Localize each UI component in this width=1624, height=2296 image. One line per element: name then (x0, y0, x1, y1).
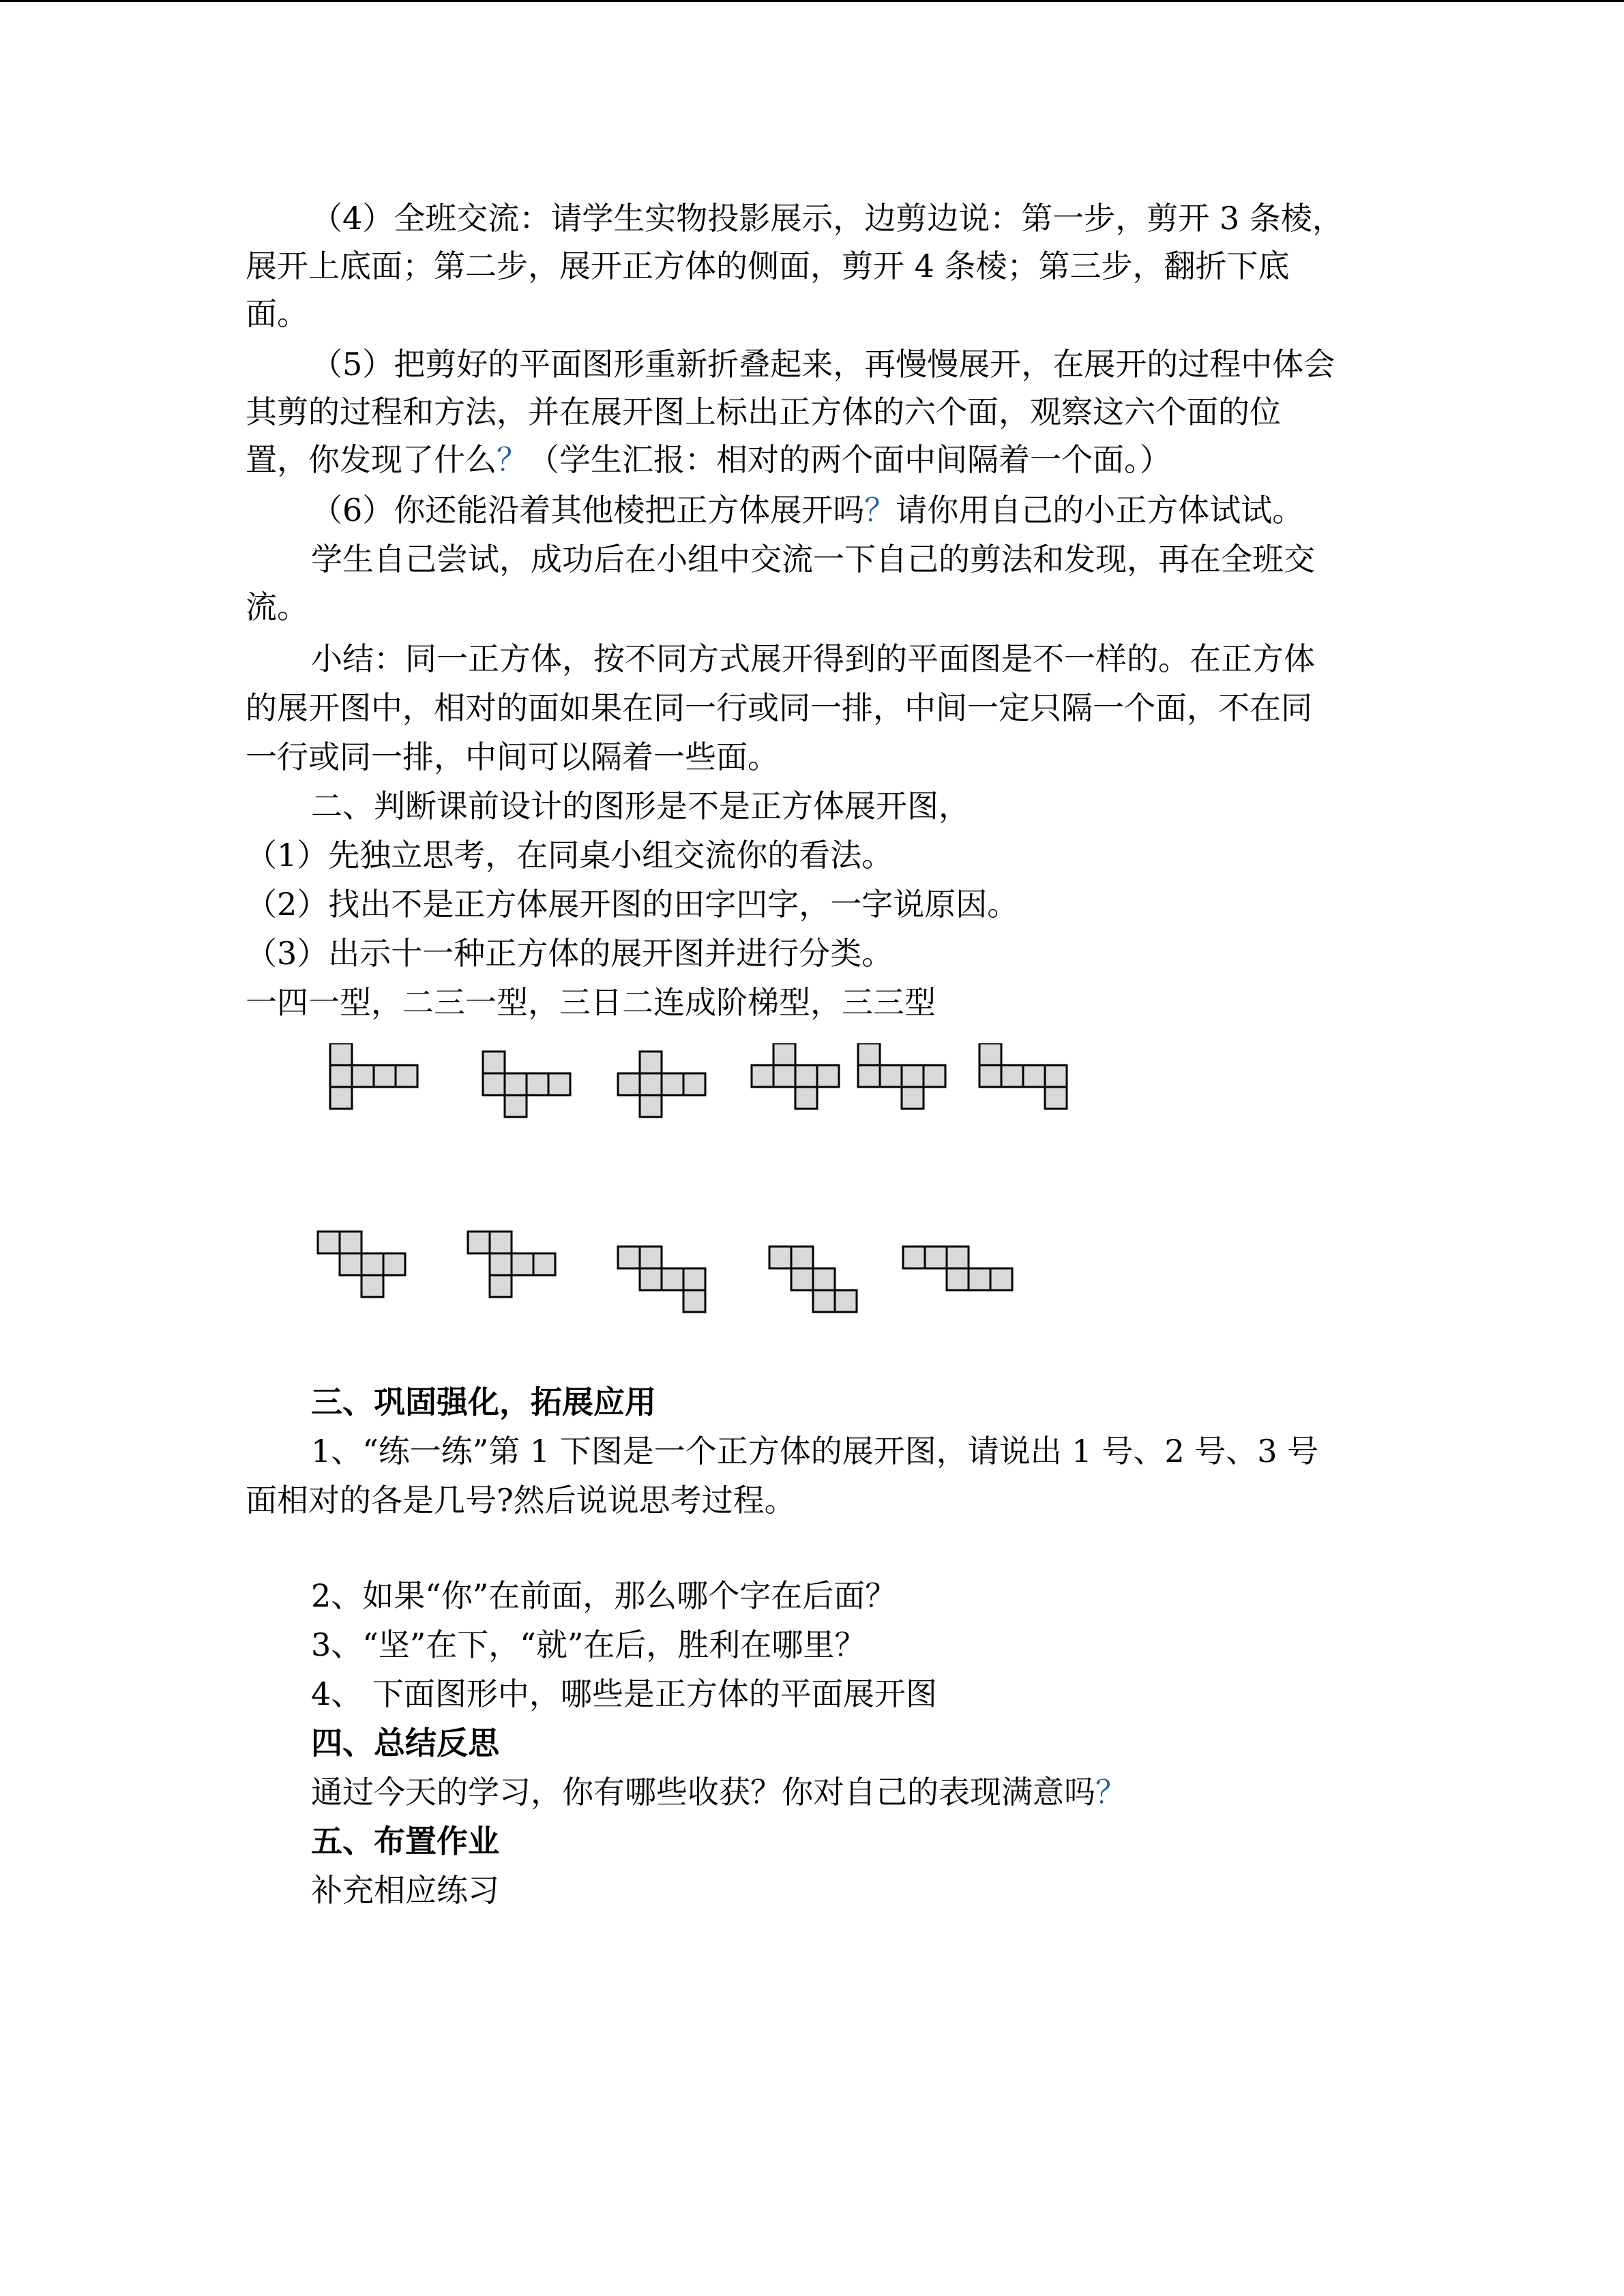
reflection-text: 通过今天的学习，你有哪些收获？你对自己的表现满意吗 (311, 1774, 1095, 1810)
student-try-line-2: 流。 (246, 588, 308, 625)
para-5-text-b: （学生汇报：相对的两个面中间隔着一个面。） (528, 441, 1171, 478)
para-4-line-2: 展开上底面；第二步，展开正方体的侧面，剪开 4 条棱；第三步，翻折下底 (246, 248, 1290, 284)
cube-net-11 (903, 1247, 1012, 1290)
section-2-heading: 二、判断课前设计的图形是不是正方体展开图， (311, 788, 970, 824)
question-mark: ？ (864, 492, 896, 528)
question-mark: ？ (1095, 1774, 1127, 1810)
para-5-line-1: （5）把剪好的平面图形重新折叠起来，再慢慢展开，在展开的过程中体会 (311, 346, 1335, 383)
cube-net-8 (468, 1232, 555, 1297)
para-6-text-b: 请你用自己的小正方体试试。 (896, 492, 1304, 528)
summary-line-2: 的展开图中，相对的面如果在同一行或同一排，中间一定只隔一个面，不在同 (246, 689, 1312, 726)
cube-net-6 (979, 1043, 1067, 1109)
para-5-text-a: 置，你发现了什么 (246, 441, 497, 478)
homework-line: 补充相应练习 (311, 1872, 499, 1909)
exercise-3: 3、“坚”在下，“就”在后，胜利在哪里？ (311, 1626, 866, 1663)
section-4-heading: 四、总结反思 (311, 1725, 499, 1761)
cube-net-3 (618, 1052, 705, 1117)
para-4-line-1: （4）全班交流：请学生实物投影展示，边剪边说：第一步，剪开 3 条棱， (311, 200, 1344, 237)
para-4-line-3: 面。 (246, 295, 308, 332)
section-2-item-2: （2）找出不是正方体展开图的田字凹字，一字说原因。 (246, 886, 1019, 923)
section-2-item-3: （3）出示十一种正方体的展开图并进行分类。 (246, 935, 894, 972)
section-5-heading: 五、布置作业 (311, 1823, 499, 1860)
para-5-line-3 (246, 439, 1171, 480)
summary-line-1: 小结：同一正方体，按不同方式展开得到的平面图是不一样的。在正方体 (311, 640, 1315, 677)
top-border-line (0, 0, 1624, 2)
question-mark: ？ (497, 441, 528, 478)
exercise-1-line-2: 面相对的各是几号?然后说说思考过程。 (246, 1482, 796, 1519)
cube-net-1 (330, 1043, 417, 1109)
cube-net-5 (858, 1043, 945, 1109)
cube-net-2 (483, 1052, 570, 1117)
student-try-line-1: 学生自己尝试，成功后在小组中交流一下自己的剪法和发现，再在全班交 (311, 541, 1315, 578)
exercise-1-line-1: 1、“练一练”第 1 下图是一个正方体的展开图，请说出 1 号、2 号、3 号 (311, 1433, 1319, 1470)
reflection-line (311, 1772, 1127, 1813)
para-6-line (311, 490, 1303, 531)
cube-net-7 (318, 1232, 405, 1297)
para-6-text-a: （6）你还能沿着其他棱把正方体展开吗 (311, 492, 865, 528)
summary-line-3: 一行或同一排，中间可以隔着一些面。 (246, 739, 779, 775)
exercise-2: 2、如果“你”在前面，那么哪个字在后面？ (311, 1577, 897, 1614)
para-5-line-2: 其剪的过程和方法，并在展开图上标出正方体的六个面，观察这六个面的位 (246, 393, 1281, 430)
cube-net-10 (769, 1247, 857, 1312)
cube-net-4 (752, 1043, 839, 1109)
exercise-4: 4、 下面图形中，哪些是正方体的平面展开图 (311, 1675, 937, 1712)
cube-net-9 (618, 1247, 705, 1312)
section-3-heading: 三、巩固强化，拓展应用 (311, 1384, 656, 1420)
section-2-item-1: （1）先独立思考，在同桌小组交流你的看法。 (246, 837, 894, 874)
net-classification: 一四一型，二三一型，三日二连成阶梯型，三三型 (246, 984, 936, 1021)
